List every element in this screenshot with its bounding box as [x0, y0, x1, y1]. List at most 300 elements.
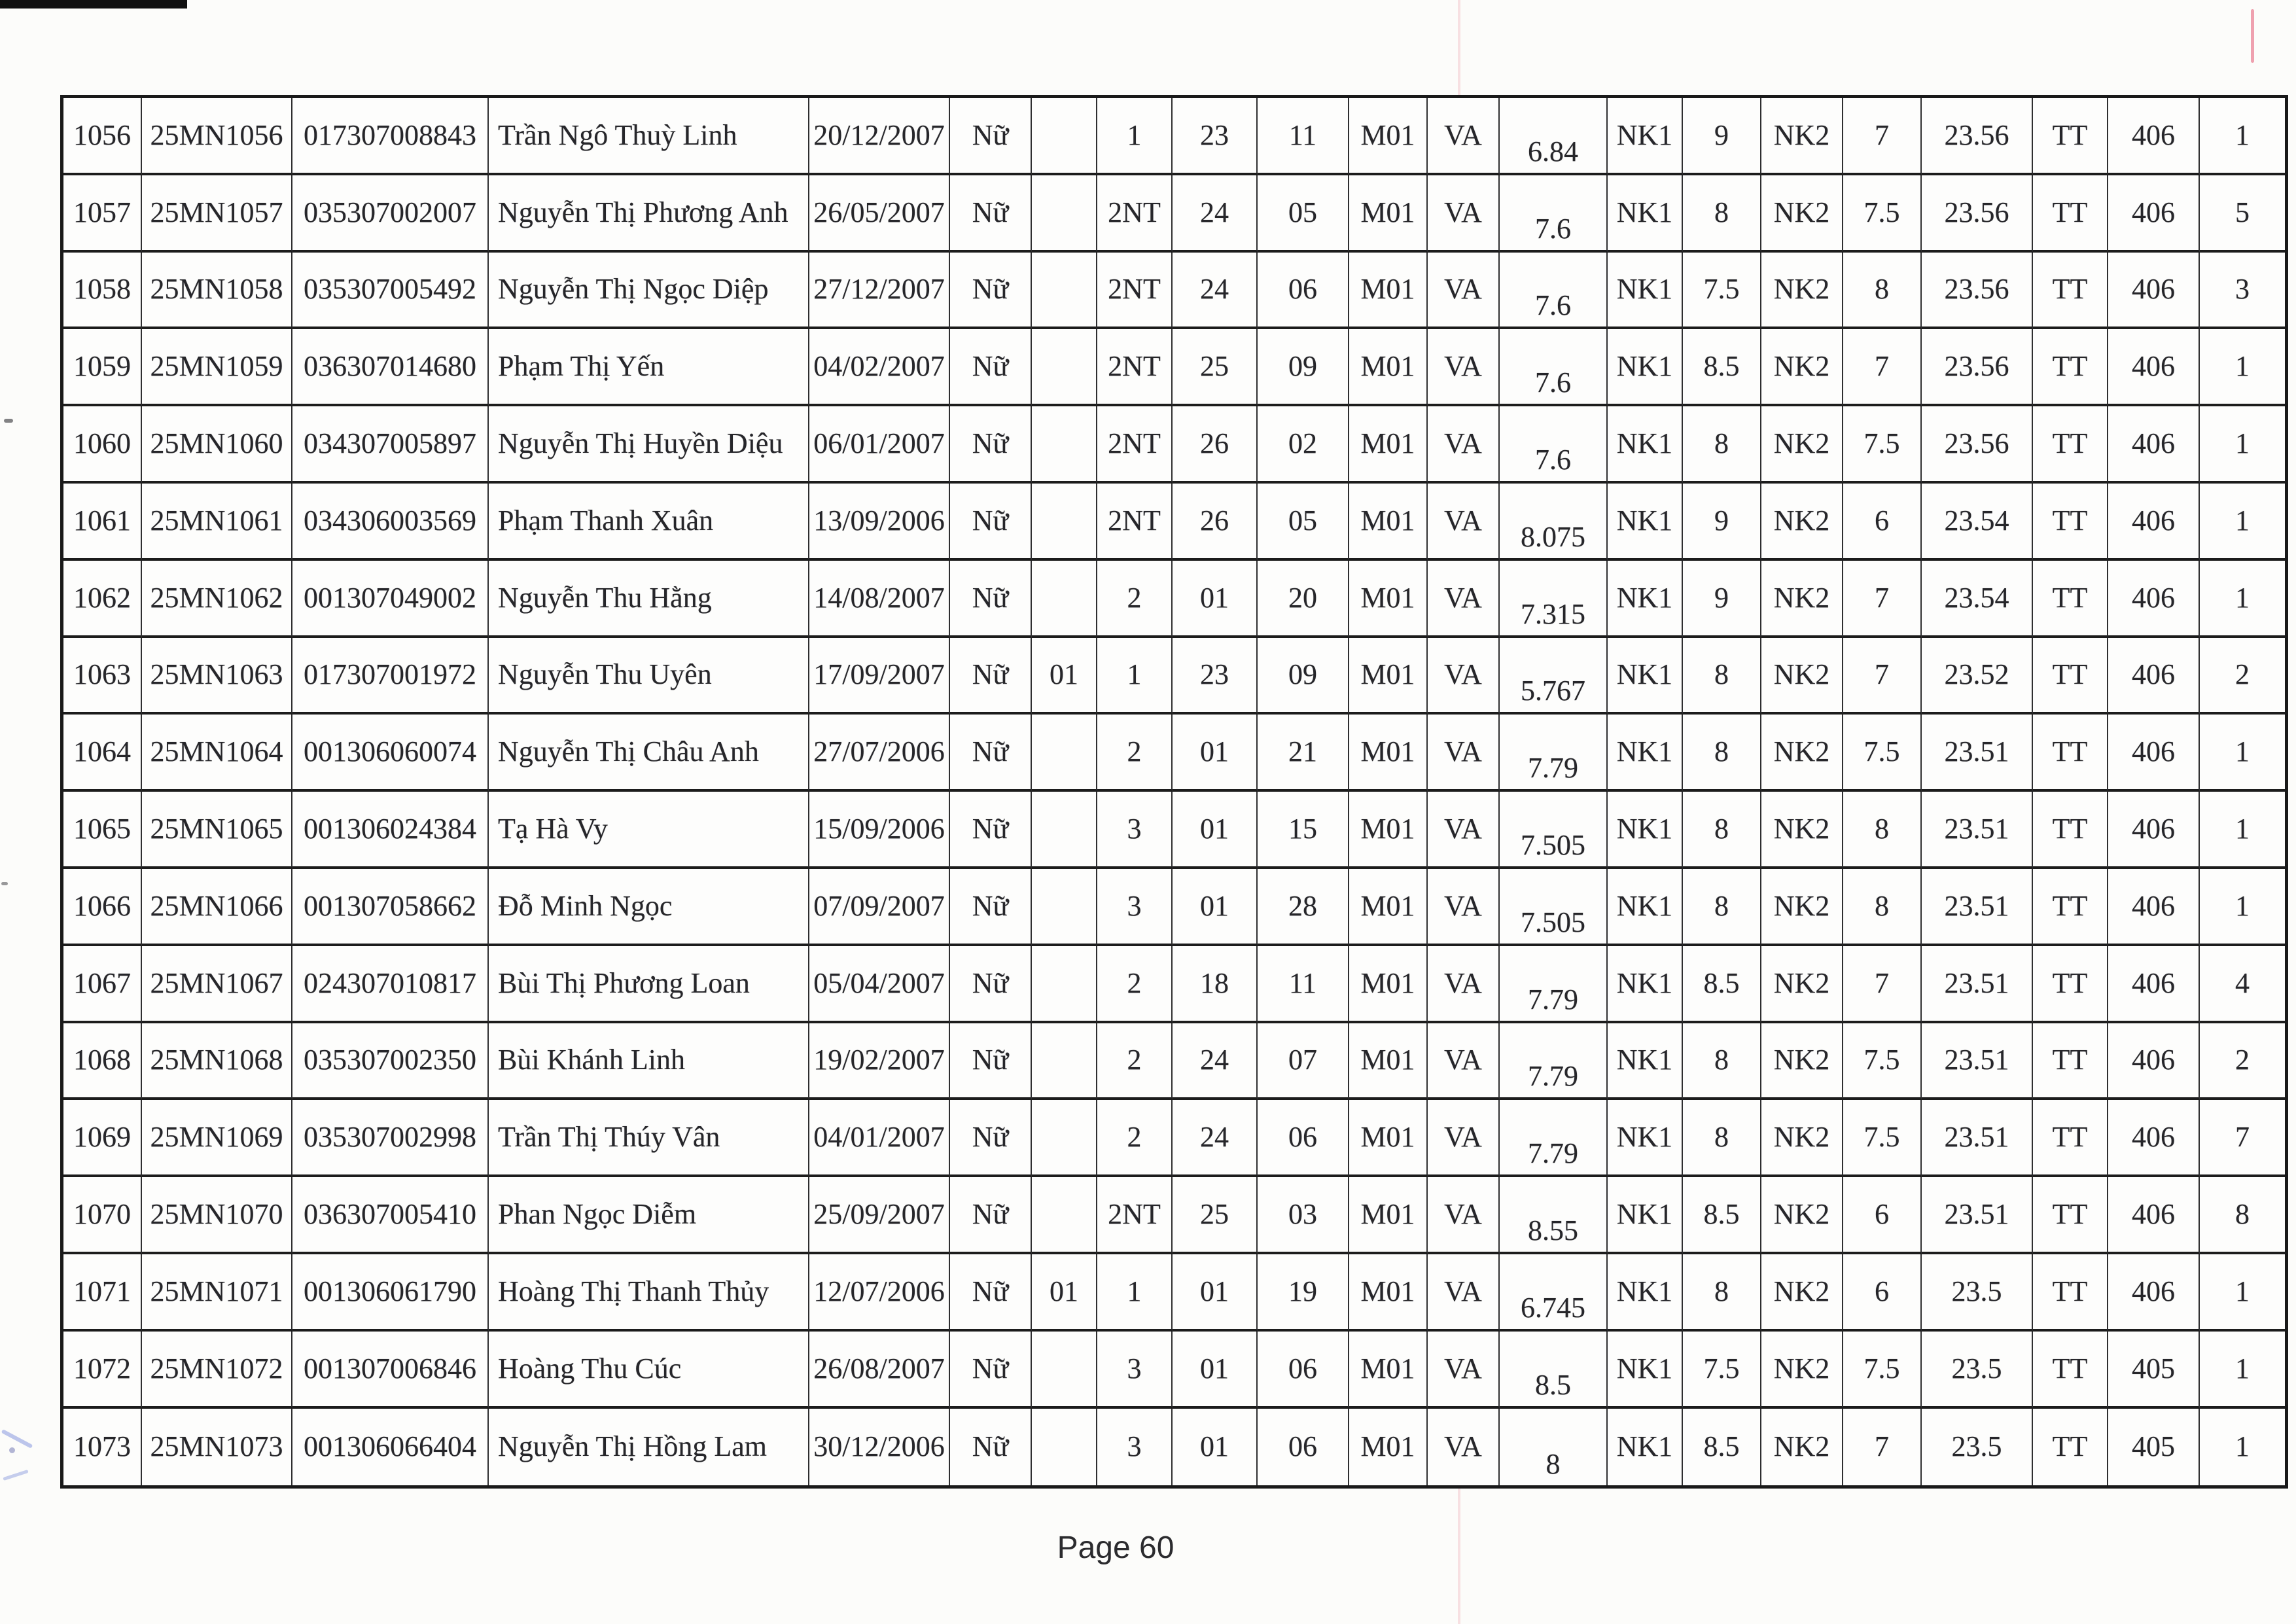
cell-1056-priority_code	[1032, 98, 1097, 175]
cell-1062-district_code: 20	[1258, 561, 1349, 638]
cell-1057-stt: 1057	[63, 175, 142, 253]
cell-1056-group_code: 406	[2108, 98, 2200, 175]
cell-1067-district_code: 11	[1258, 946, 1349, 1023]
cell-1065-area_code: 3	[1097, 792, 1173, 869]
cell-1064-priority_code	[1032, 715, 1097, 792]
page-number: Page 60	[1057, 1530, 1174, 1565]
cell-1059-full_name: Phạm Thị Yến	[489, 329, 809, 406]
cell-1068-priority_code	[1032, 1023, 1097, 1101]
cell-1073-total_score: 23.5	[1922, 1409, 2033, 1486]
cell-1072-citizen_id: 001307006846	[292, 1332, 489, 1409]
cell-1067-province_code: 18	[1173, 946, 1258, 1023]
cell-1069-district_code: 06	[1258, 1100, 1349, 1177]
cell-1068-stt: 1068	[63, 1023, 142, 1101]
cell-1063-major_code: M01	[1349, 638, 1428, 715]
cell-1061-nk1_score: 9	[1683, 484, 1761, 561]
cell-1056-nk2_label: NK2	[1761, 98, 1843, 175]
cell-1061-citizen_id: 034306003569	[292, 484, 489, 561]
cell-1057-group_code: 406	[2108, 175, 2200, 253]
cell-1072-subject_score: 8.5	[1500, 1332, 1608, 1409]
cell-1064-group_code: 406	[2108, 715, 2200, 792]
cell-1056-district_code: 11	[1258, 98, 1349, 175]
cell-1061-nk2_label: NK2	[1761, 484, 1843, 561]
cell-1058-date_of_birth: 27/12/2007	[809, 253, 950, 330]
cell-1073-district_code: 06	[1258, 1409, 1349, 1486]
cell-1072-area_code: 3	[1097, 1332, 1173, 1409]
cell-1056-full_name: Trần Ngô Thuỳ Linh	[489, 98, 809, 175]
cell-1058-nk1_score: 7.5	[1683, 253, 1761, 330]
cell-1061-full_name: Phạm Thanh Xuân	[489, 484, 809, 561]
cell-1068-district_code: 07	[1258, 1023, 1349, 1101]
cell-1073-gender: Nữ	[950, 1409, 1032, 1486]
cell-1070-tt_label: TT	[2033, 1177, 2108, 1254]
cell-1062-stt: 1062	[63, 561, 142, 638]
cell-1065-tt_label: TT	[2033, 792, 2108, 869]
cell-1059-major_code: M01	[1349, 329, 1428, 406]
cell-1072-nk1_label: NK1	[1608, 1332, 1683, 1409]
cell-1070-date_of_birth: 25/09/2007	[809, 1177, 950, 1254]
admission-score-table	[60, 95, 2288, 1489]
cell-1070-province_code: 25	[1173, 1177, 1258, 1254]
cell-1069-nk2_score: 7.5	[1843, 1100, 1922, 1177]
cell-1060-rank: 1	[2200, 406, 2285, 484]
cell-1067-gender: Nữ	[950, 946, 1032, 1023]
cell-1060-stt: 1060	[63, 406, 142, 484]
cell-1063-group_code: 406	[2108, 638, 2200, 715]
cell-1070-rank: 8	[2200, 1177, 2285, 1254]
cell-1064-nk1_label: NK1	[1608, 715, 1683, 792]
cell-1072-group_code: 405	[2108, 1332, 2200, 1409]
cell-1066-subject_code: VA	[1428, 869, 1500, 946]
cell-1063-student_code: 25MN1063	[142, 638, 292, 715]
cell-1069-priority_code	[1032, 1100, 1097, 1177]
cell-1070-district_code: 03	[1258, 1177, 1349, 1254]
cell-1064-stt: 1064	[63, 715, 142, 792]
cell-1057-nk2_label: NK2	[1761, 175, 1843, 253]
cell-1061-subject_score: 8.075	[1500, 484, 1608, 561]
cell-1067-priority_code	[1032, 946, 1097, 1023]
cell-1071-student_code: 25MN1071	[142, 1254, 292, 1332]
cell-1057-area_code: 2NT	[1097, 175, 1173, 253]
cell-1060-area_code: 2NT	[1097, 406, 1173, 484]
cell-1057-nk1_score: 8	[1683, 175, 1761, 253]
cell-1068-total_score: 23.51	[1922, 1023, 2033, 1101]
cell-1071-nk2_score: 6	[1843, 1254, 1922, 1332]
cell-1056-total_score: 23.56	[1922, 98, 2033, 175]
cell-1070-gender: Nữ	[950, 1177, 1032, 1254]
cell-1073-tt_label: TT	[2033, 1409, 2108, 1486]
cell-1065-gender: Nữ	[950, 792, 1032, 869]
cell-1065-student_code: 25MN1065	[142, 792, 292, 869]
cell-1065-priority_code	[1032, 792, 1097, 869]
cell-1062-tt_label: TT	[2033, 561, 2108, 638]
scan-artifact-speck	[1, 882, 8, 885]
cell-1064-nk2_score: 7.5	[1843, 715, 1922, 792]
cell-1061-area_code: 2NT	[1097, 484, 1173, 561]
cell-1066-priority_code	[1032, 869, 1097, 946]
cell-1062-nk2_score: 7	[1843, 561, 1922, 638]
cell-1066-district_code: 28	[1258, 869, 1349, 946]
cell-1056-nk1_label: NK1	[1608, 98, 1683, 175]
cell-1070-priority_code	[1032, 1177, 1097, 1254]
cell-1066-major_code: M01	[1349, 869, 1428, 946]
scan-artifact-speck	[4, 419, 13, 423]
cell-1068-citizen_id: 035307002350	[292, 1023, 489, 1101]
cell-1070-stt: 1070	[63, 1177, 142, 1254]
cell-1064-major_code: M01	[1349, 715, 1428, 792]
cell-1061-stt: 1061	[63, 484, 142, 561]
cell-1064-subject_score: 7.79	[1500, 715, 1608, 792]
cell-1071-date_of_birth: 12/07/2006	[809, 1254, 950, 1332]
cell-1070-nk1_label: NK1	[1608, 1177, 1683, 1254]
cell-1064-nk2_label: NK2	[1761, 715, 1843, 792]
cell-1063-area_code: 1	[1097, 638, 1173, 715]
cell-1065-total_score: 23.51	[1922, 792, 2033, 869]
cell-1073-major_code: M01	[1349, 1409, 1428, 1486]
cell-1063-district_code: 09	[1258, 638, 1349, 715]
cell-1059-nk2_score: 7	[1843, 329, 1922, 406]
cell-1065-rank: 1	[2200, 792, 2285, 869]
cell-1065-subject_code: VA	[1428, 792, 1500, 869]
cell-1069-nk2_label: NK2	[1761, 1100, 1843, 1177]
cell-1061-rank: 1	[2200, 484, 2285, 561]
cell-1064-subject_code: VA	[1428, 715, 1500, 792]
cell-1060-total_score: 23.56	[1922, 406, 2033, 484]
cell-1068-gender: Nữ	[950, 1023, 1032, 1101]
cell-1071-district_code: 19	[1258, 1254, 1349, 1332]
cell-1060-district_code: 02	[1258, 406, 1349, 484]
cell-1062-gender: Nữ	[950, 561, 1032, 638]
cell-1073-student_code: 25MN1073	[142, 1409, 292, 1486]
cell-1066-total_score: 23.51	[1922, 869, 2033, 946]
cell-1063-subject_code: VA	[1428, 638, 1500, 715]
cell-1069-nk1_label: NK1	[1608, 1100, 1683, 1177]
cell-1060-student_code: 25MN1060	[142, 406, 292, 484]
cell-1060-tt_label: TT	[2033, 406, 2108, 484]
cell-1066-rank: 1	[2200, 869, 2285, 946]
cell-1063-priority_code: 01	[1032, 638, 1097, 715]
cell-1062-full_name: Nguyễn Thu Hằng	[489, 561, 809, 638]
cell-1060-citizen_id: 034307005897	[292, 406, 489, 484]
cell-1059-citizen_id: 036307014680	[292, 329, 489, 406]
scan-artifact-blue-scribble	[1, 1429, 33, 1449]
cell-1068-major_code: M01	[1349, 1023, 1428, 1101]
cell-1072-subject_code: VA	[1428, 1332, 1500, 1409]
cell-1062-citizen_id: 001307049002	[292, 561, 489, 638]
cell-1060-subject_score: 7.6	[1500, 406, 1608, 484]
cell-1058-full_name: Nguyễn Thị Ngọc Diệp	[489, 253, 809, 330]
scan-artifact-speck	[9, 1447, 15, 1453]
cell-1060-gender: Nữ	[950, 406, 1032, 484]
cell-1070-total_score: 23.51	[1922, 1177, 2033, 1254]
cell-1063-citizen_id: 017307001972	[292, 638, 489, 715]
cell-1072-nk1_score: 7.5	[1683, 1332, 1761, 1409]
cell-1073-full_name: Nguyễn Thị Hồng Lam	[489, 1409, 809, 1486]
cell-1066-nk2_label: NK2	[1761, 869, 1843, 946]
cell-1058-nk2_label: NK2	[1761, 253, 1843, 330]
cell-1061-tt_label: TT	[2033, 484, 2108, 561]
cell-1059-date_of_birth: 04/02/2007	[809, 329, 950, 406]
cell-1071-stt: 1071	[63, 1254, 142, 1332]
cell-1064-citizen_id: 001306060074	[292, 715, 489, 792]
cell-1062-area_code: 2	[1097, 561, 1173, 638]
cell-1067-subject_score: 7.79	[1500, 946, 1608, 1023]
cell-1070-student_code: 25MN1070	[142, 1177, 292, 1254]
cell-1067-full_name: Bùi Thị Phương Loan	[489, 946, 809, 1023]
cell-1056-area_code: 1	[1097, 98, 1173, 175]
cell-1063-nk2_label: NK2	[1761, 638, 1843, 715]
cell-1057-nk2_score: 7.5	[1843, 175, 1922, 253]
cell-1062-nk2_label: NK2	[1761, 561, 1843, 638]
cell-1073-nk1_label: NK1	[1608, 1409, 1683, 1486]
cell-1059-student_code: 25MN1059	[142, 329, 292, 406]
cell-1060-date_of_birth: 06/01/2007	[809, 406, 950, 484]
cell-1057-subject_code: VA	[1428, 175, 1500, 253]
cell-1063-total_score: 23.52	[1922, 638, 2033, 715]
cell-1064-gender: Nữ	[950, 715, 1032, 792]
cell-1067-subject_code: VA	[1428, 946, 1500, 1023]
scan-artifact-pink-mark	[2251, 9, 2254, 63]
cell-1057-total_score: 23.56	[1922, 175, 2033, 253]
cell-1058-area_code: 2NT	[1097, 253, 1173, 330]
cell-1066-province_code: 01	[1173, 869, 1258, 946]
cell-1059-subject_score: 7.6	[1500, 329, 1608, 406]
cell-1058-rank: 3	[2200, 253, 2285, 330]
scan-artifact-blue-scribble	[3, 1470, 29, 1481]
cell-1057-full_name: Nguyễn Thị Phương Anh	[489, 175, 809, 253]
cell-1067-nk2_score: 7	[1843, 946, 1922, 1023]
cell-1066-tt_label: TT	[2033, 869, 2108, 946]
cell-1068-nk2_label: NK2	[1761, 1023, 1843, 1101]
cell-1072-date_of_birth: 26/08/2007	[809, 1332, 950, 1409]
cell-1058-major_code: M01	[1349, 253, 1428, 330]
cell-1061-province_code: 26	[1173, 484, 1258, 561]
cell-1067-nk2_label: NK2	[1761, 946, 1843, 1023]
cell-1067-total_score: 23.51	[1922, 946, 2033, 1023]
cell-1060-priority_code	[1032, 406, 1097, 484]
cell-1066-stt: 1066	[63, 869, 142, 946]
cell-1072-tt_label: TT	[2033, 1332, 2108, 1409]
cell-1058-nk2_score: 8	[1843, 253, 1922, 330]
cell-1073-province_code: 01	[1173, 1409, 1258, 1486]
cell-1060-major_code: M01	[1349, 406, 1428, 484]
cell-1073-nk2_label: NK2	[1761, 1409, 1843, 1486]
cell-1070-citizen_id: 036307005410	[292, 1177, 489, 1254]
cell-1059-gender: Nữ	[950, 329, 1032, 406]
cell-1056-stt: 1056	[63, 98, 142, 175]
cell-1058-student_code: 25MN1058	[142, 253, 292, 330]
cell-1064-full_name: Nguyễn Thị Châu Anh	[489, 715, 809, 792]
cell-1067-rank: 4	[2200, 946, 2285, 1023]
cell-1065-subject_score: 7.505	[1500, 792, 1608, 869]
cell-1059-total_score: 23.56	[1922, 329, 2033, 406]
cell-1056-province_code: 23	[1173, 98, 1258, 175]
cell-1069-area_code: 2	[1097, 1100, 1173, 1177]
cell-1071-gender: Nữ	[950, 1254, 1032, 1332]
cell-1063-date_of_birth: 17/09/2007	[809, 638, 950, 715]
cell-1061-subject_code: VA	[1428, 484, 1500, 561]
cell-1059-district_code: 09	[1258, 329, 1349, 406]
cell-1067-area_code: 2	[1097, 946, 1173, 1023]
cell-1056-citizen_id: 017307008843	[292, 98, 489, 175]
cell-1068-province_code: 24	[1173, 1023, 1258, 1101]
cell-1063-nk2_score: 7	[1843, 638, 1922, 715]
cell-1065-nk1_label: NK1	[1608, 792, 1683, 869]
cell-1062-rank: 1	[2200, 561, 2285, 638]
cell-1059-stt: 1059	[63, 329, 142, 406]
cell-1065-group_code: 406	[2108, 792, 2200, 869]
cell-1058-subject_code: VA	[1428, 253, 1500, 330]
cell-1071-major_code: M01	[1349, 1254, 1428, 1332]
cell-1056-gender: Nữ	[950, 98, 1032, 175]
cell-1059-nk1_score: 8.5	[1683, 329, 1761, 406]
cell-1068-nk1_label: NK1	[1608, 1023, 1683, 1101]
cell-1061-total_score: 23.54	[1922, 484, 2033, 561]
cell-1073-stt: 1073	[63, 1409, 142, 1486]
cell-1067-citizen_id: 024307010817	[292, 946, 489, 1023]
cell-1071-subject_code: VA	[1428, 1254, 1500, 1332]
cell-1060-nk1_label: NK1	[1608, 406, 1683, 484]
cell-1056-date_of_birth: 20/12/2007	[809, 98, 950, 175]
cell-1069-stt: 1069	[63, 1100, 142, 1177]
cell-1058-nk1_label: NK1	[1608, 253, 1683, 330]
cell-1064-tt_label: TT	[2033, 715, 2108, 792]
cell-1065-major_code: M01	[1349, 792, 1428, 869]
cell-1063-rank: 2	[2200, 638, 2285, 715]
cell-1062-date_of_birth: 14/08/2007	[809, 561, 950, 638]
cell-1066-student_code: 25MN1066	[142, 869, 292, 946]
cell-1065-nk1_score: 8	[1683, 792, 1761, 869]
cell-1067-major_code: M01	[1349, 946, 1428, 1023]
cell-1066-full_name: Đỗ Minh Ngọc	[489, 869, 809, 946]
cell-1071-priority_code: 01	[1032, 1254, 1097, 1332]
cell-1060-nk2_label: NK2	[1761, 406, 1843, 484]
cell-1060-full_name: Nguyễn Thị Huyền Diệu	[489, 406, 809, 484]
cell-1060-group_code: 406	[2108, 406, 2200, 484]
cell-1072-stt: 1072	[63, 1332, 142, 1409]
cell-1066-date_of_birth: 07/09/2007	[809, 869, 950, 946]
cell-1058-total_score: 23.56	[1922, 253, 2033, 330]
cell-1057-tt_label: TT	[2033, 175, 2108, 253]
cell-1072-district_code: 06	[1258, 1332, 1349, 1409]
cell-1069-date_of_birth: 04/01/2007	[809, 1100, 950, 1177]
cell-1062-nk1_label: NK1	[1608, 561, 1683, 638]
cell-1073-priority_code	[1032, 1409, 1097, 1486]
cell-1067-tt_label: TT	[2033, 946, 2108, 1023]
cell-1064-province_code: 01	[1173, 715, 1258, 792]
cell-1063-nk1_score: 8	[1683, 638, 1761, 715]
cell-1063-nk1_label: NK1	[1608, 638, 1683, 715]
cell-1069-full_name: Trần Thị Thúy Vân	[489, 1100, 809, 1177]
cell-1068-full_name: Bùi Khánh Linh	[489, 1023, 809, 1101]
cell-1068-nk2_score: 7.5	[1843, 1023, 1922, 1101]
cell-1073-date_of_birth: 30/12/2006	[809, 1409, 950, 1486]
cell-1068-student_code: 25MN1068	[142, 1023, 292, 1101]
cell-1062-group_code: 406	[2108, 561, 2200, 638]
cell-1070-nk2_score: 6	[1843, 1177, 1922, 1254]
cell-1069-nk1_score: 8	[1683, 1100, 1761, 1177]
cell-1057-nk1_label: NK1	[1608, 175, 1683, 253]
cell-1067-nk1_label: NK1	[1608, 946, 1683, 1023]
cell-1059-priority_code	[1032, 329, 1097, 406]
cell-1057-student_code: 25MN1057	[142, 175, 292, 253]
cell-1066-nk1_label: NK1	[1608, 869, 1683, 946]
cell-1070-full_name: Phan Ngọc Diễm	[489, 1177, 809, 1254]
cell-1058-gender: Nữ	[950, 253, 1032, 330]
cell-1068-subject_score: 7.79	[1500, 1023, 1608, 1101]
cell-1059-nk1_label: NK1	[1608, 329, 1683, 406]
cell-1058-tt_label: TT	[2033, 253, 2108, 330]
cell-1071-group_code: 406	[2108, 1254, 2200, 1332]
cell-1059-area_code: 2NT	[1097, 329, 1173, 406]
cell-1065-nk2_label: NK2	[1761, 792, 1843, 869]
cell-1066-citizen_id: 001307058662	[292, 869, 489, 946]
cell-1069-total_score: 23.51	[1922, 1100, 2033, 1177]
cell-1064-district_code: 21	[1258, 715, 1349, 792]
cell-1070-nk1_score: 8.5	[1683, 1177, 1761, 1254]
cell-1062-province_code: 01	[1173, 561, 1258, 638]
cell-1073-area_code: 3	[1097, 1409, 1173, 1486]
cell-1066-nk1_score: 8	[1683, 869, 1761, 946]
cell-1061-major_code: M01	[1349, 484, 1428, 561]
cell-1056-major_code: M01	[1349, 98, 1428, 175]
cell-1063-stt: 1063	[63, 638, 142, 715]
cell-1059-rank: 1	[2200, 329, 2285, 406]
cell-1062-subject_score: 7.315	[1500, 561, 1608, 638]
cell-1066-subject_score: 7.505	[1500, 869, 1608, 946]
cell-1073-citizen_id: 001306066404	[292, 1409, 489, 1486]
cell-1070-subject_code: VA	[1428, 1177, 1500, 1254]
cell-1069-rank: 7	[2200, 1100, 2285, 1177]
cell-1062-major_code: M01	[1349, 561, 1428, 638]
cell-1058-subject_score: 7.6	[1500, 253, 1608, 330]
cell-1057-priority_code	[1032, 175, 1097, 253]
cell-1063-tt_label: TT	[2033, 638, 2108, 715]
cell-1061-priority_code	[1032, 484, 1097, 561]
cell-1065-nk2_score: 8	[1843, 792, 1922, 869]
cell-1066-area_code: 3	[1097, 869, 1173, 946]
cell-1057-province_code: 24	[1173, 175, 1258, 253]
cell-1069-group_code: 406	[2108, 1100, 2200, 1177]
cell-1059-group_code: 406	[2108, 329, 2200, 406]
cell-1068-nk1_score: 8	[1683, 1023, 1761, 1101]
cell-1068-subject_code: VA	[1428, 1023, 1500, 1101]
cell-1072-total_score: 23.5	[1922, 1332, 2033, 1409]
cell-1061-nk2_score: 6	[1843, 484, 1922, 561]
cell-1061-student_code: 25MN1061	[142, 484, 292, 561]
cell-1067-group_code: 406	[2108, 946, 2200, 1023]
cell-1072-gender: Nữ	[950, 1332, 1032, 1409]
cell-1068-tt_label: TT	[2033, 1023, 2108, 1101]
cell-1067-student_code: 25MN1067	[142, 946, 292, 1023]
cell-1072-full_name: Hoàng Thu Cúc	[489, 1332, 809, 1409]
cell-1073-nk1_score: 8.5	[1683, 1409, 1761, 1486]
cell-1064-total_score: 23.51	[1922, 715, 2033, 792]
cell-1069-subject_score: 7.79	[1500, 1100, 1608, 1177]
cell-1070-major_code: M01	[1349, 1177, 1428, 1254]
cell-1063-full_name: Nguyễn Thu Uyên	[489, 638, 809, 715]
cell-1068-area_code: 2	[1097, 1023, 1173, 1101]
cell-1061-date_of_birth: 13/09/2006	[809, 484, 950, 561]
cell-1056-rank: 1	[2200, 98, 2285, 175]
cell-1059-nk2_label: NK2	[1761, 329, 1843, 406]
cell-1062-subject_code: VA	[1428, 561, 1500, 638]
cell-1069-province_code: 24	[1173, 1100, 1258, 1177]
cell-1072-student_code: 25MN1072	[142, 1332, 292, 1409]
cell-1065-citizen_id: 001306024384	[292, 792, 489, 869]
cell-1067-nk1_score: 8.5	[1683, 946, 1761, 1023]
cell-1058-priority_code	[1032, 253, 1097, 330]
